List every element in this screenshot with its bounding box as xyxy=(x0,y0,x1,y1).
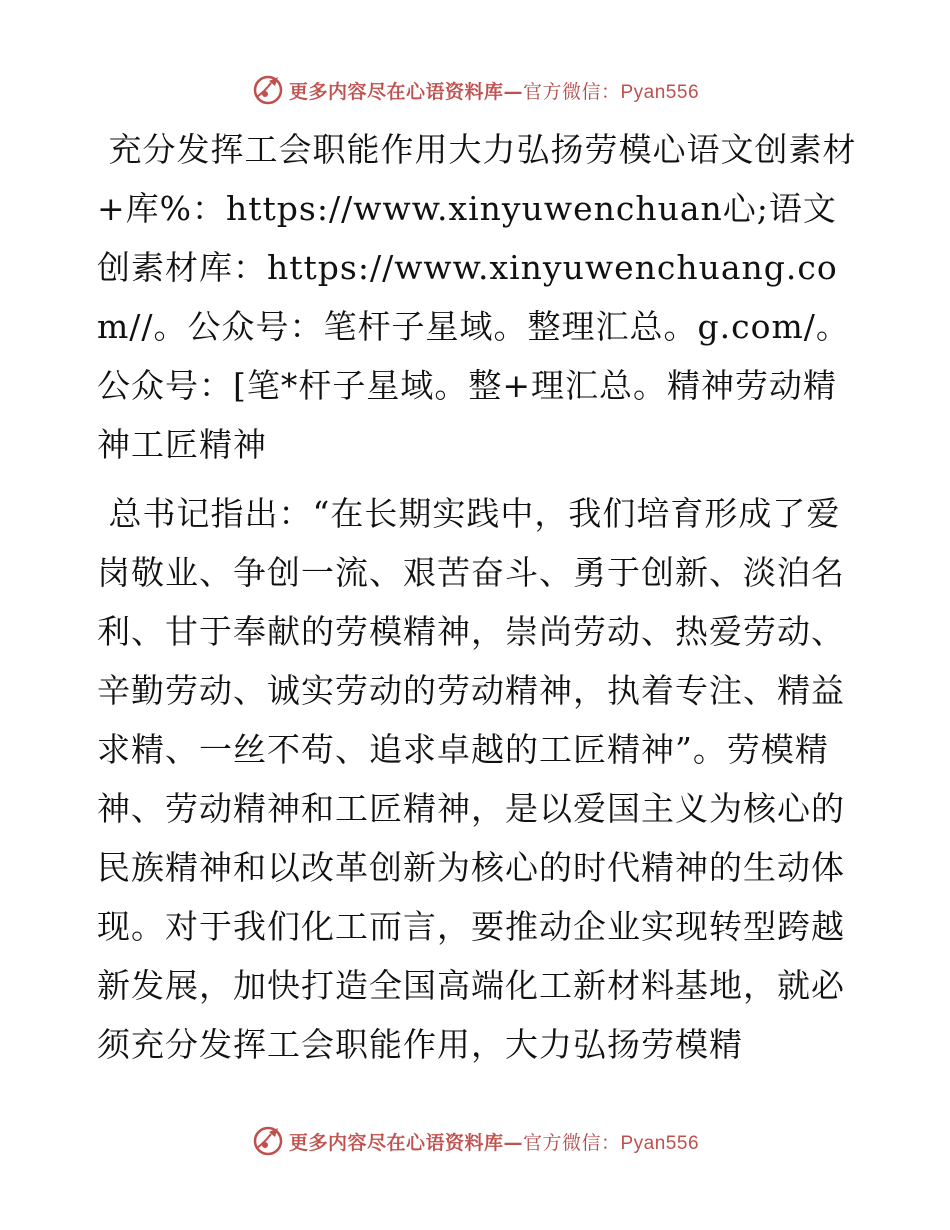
header-banner xyxy=(0,70,950,110)
pen-circle-logo-icon xyxy=(251,73,285,107)
banner-separator: — xyxy=(503,80,523,103)
footer-banner xyxy=(0,1121,950,1161)
banner-account: Pyan556 xyxy=(620,1132,700,1154)
banner-official-text: 官方微信： xyxy=(522,80,621,103)
banner-inner-footer xyxy=(251,1124,699,1158)
banner-text-footer xyxy=(289,1128,699,1155)
banner-main-text: 更多内容尽在心语资料库 xyxy=(288,80,504,103)
banner-separator: — xyxy=(503,1131,523,1154)
banner-account: Pyan556 xyxy=(620,81,700,103)
paragraph-2: 总书记指出：“在长期实践中，我们培育形成了爱岗敬业、争创一流、艰苦奋斗、勇于创新、淡泊名利、甘于奉献的劳模精神，崇尚劳动、热爱劳动、辛勤劳动、诚实劳动的劳动精神，执着专注、精益求精、一丝不苟、追求卓越的工匠精神”。劳模精神、劳动精神和工匠精神，是以爱国主义为核心的民族精神和以改革创新为核心的时代精神的生动体现。对于我们化工而言，要推动企业实现转型跨越新发展，加快打造全国高端化工新材料基地，就必须充分发挥工会职能作用，大力弘扬劳模精 xyxy=(97,494,845,1064)
banner-official-text: 官方微信： xyxy=(522,1131,621,1154)
paragraph-1: 充分发挥工会职能作用大力弘扬劳模心语文创素材+库%：https://www.xinyuwenchuan心;语文创素材库：https://www.xinyuwenchuang.com//。公众号：笔杆子星域。整理汇总。g.com/。公众号：[笔*杆子星域。整+理汇总。精神劳动精神工匠精神 xyxy=(97,130,857,464)
pen-circle-logo-icon xyxy=(251,1124,285,1158)
banner-inner xyxy=(251,73,699,107)
banner-text xyxy=(289,77,699,104)
banner-main-text: 更多内容尽在心语资料库 xyxy=(288,1131,504,1154)
